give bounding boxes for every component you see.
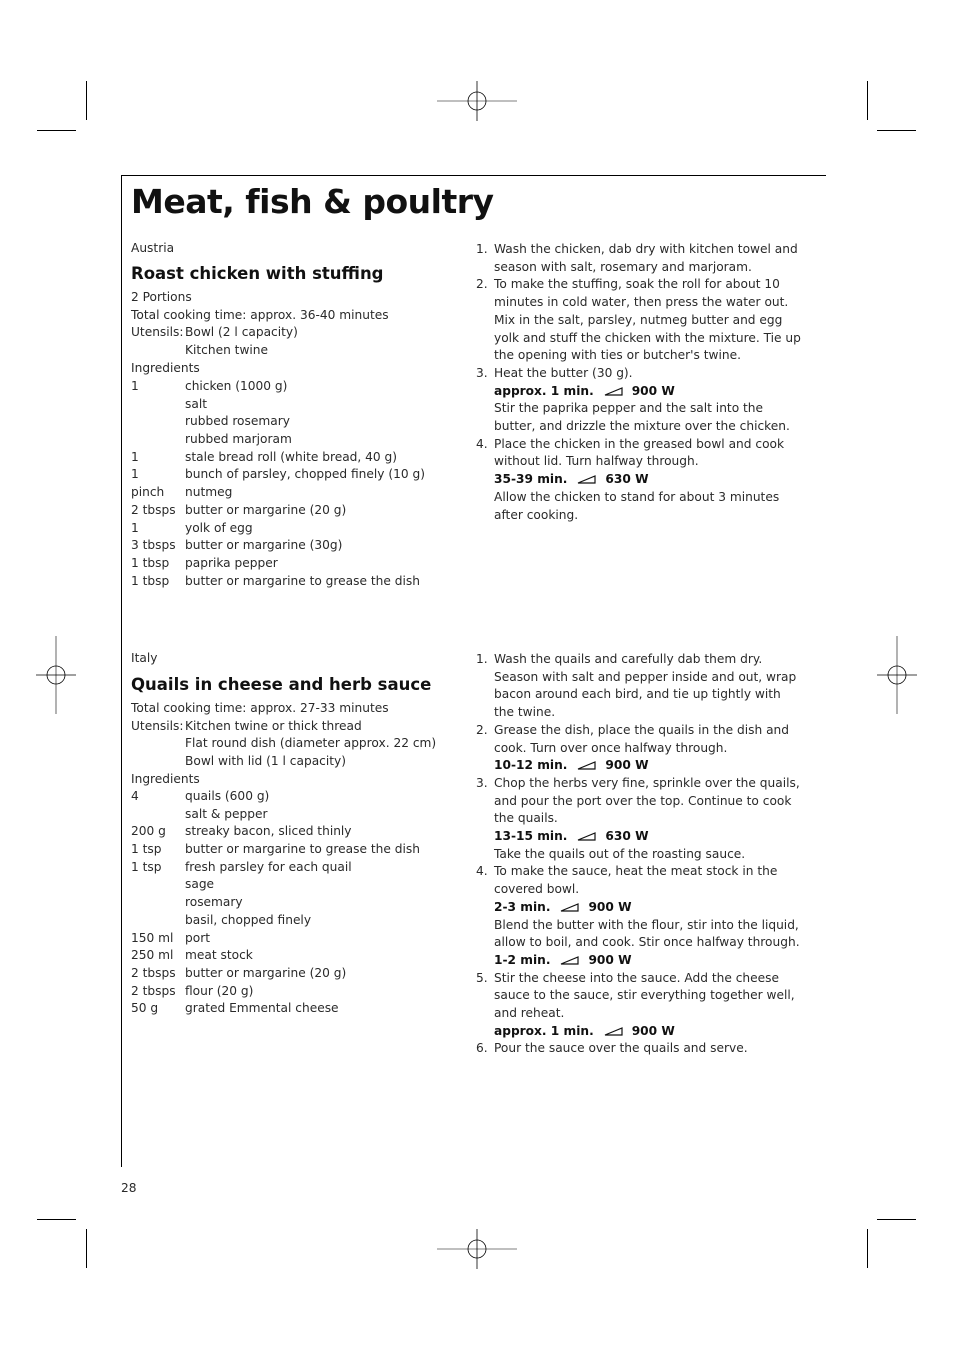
ingredient-qty: 1 tbsp [131, 555, 170, 570]
ingredient-qty [131, 413, 185, 431]
microwave-setting [494, 952, 801, 970]
power-level: 630 W [605, 472, 649, 487]
step-text: To make the sauce, heat the meat stock in the covered bowl. [494, 864, 778, 897]
ingredient-row [131, 396, 451, 414]
ingredient-row [131, 573, 451, 591]
ingredient-row [131, 806, 451, 824]
ingredient-item: flour (20 g) [185, 983, 254, 998]
ingredient-row [131, 788, 451, 806]
step [476, 722, 801, 775]
ingredient-row [131, 466, 451, 484]
recipe1-origin: Austria [131, 241, 175, 255]
ingredient-item: stale bread roll (white bread, 40 g) [185, 449, 398, 464]
step-number: 3. [476, 365, 488, 380]
step-followup-text: Stir the paprika pepper and the salt into the butter, and drizzle the mixture over the chicken. [494, 401, 790, 434]
power-level: 900 W [588, 952, 632, 967]
recipe1-ingredients-label: Ingredients [131, 360, 200, 375]
step-number: 4. [476, 864, 488, 879]
ingredient-qty: 2 tbsps [131, 502, 176, 517]
microwave-setting [494, 828, 801, 846]
ingredient-item: meat stock [185, 948, 253, 963]
ingredient-qty: pinch [131, 485, 165, 500]
step [476, 863, 801, 969]
ingredient-row [131, 823, 451, 841]
utensil-item: Bowl with lid (1 l capacity) [185, 754, 347, 769]
power-level: 900 W [605, 758, 649, 773]
ingredient-item: bunch of parsley, chopped finely (10 g) [185, 467, 425, 482]
step-text: Chop the herbs very fine, sprinkle over the quails, and pour the port over the top. Continue to cook the quails. [494, 775, 800, 826]
recipe2-utensil-row [131, 735, 451, 753]
power-level-icon [577, 761, 596, 770]
ingredient-item: rubbed marjoram [185, 432, 292, 447]
microwave-setting [494, 1023, 801, 1041]
ingredient-qty: 250 ml [131, 948, 174, 963]
ingredient-item: rubbed rosemary [185, 414, 290, 429]
utensil-item: Flat round dish (diameter approx. 22 cm) [185, 736, 437, 751]
step-number: 1. [476, 652, 488, 666]
recipe2-title: Quails in cheese and herb sauce [131, 675, 432, 694]
step [476, 436, 801, 525]
ingredient-row [131, 947, 451, 965]
step-number: 2. [476, 277, 488, 292]
registration-mark-top [437, 81, 517, 121]
recipe1-cooking-time: Total cooking time: approx. 36-40 minutes [131, 307, 389, 322]
ingredient-qty [131, 876, 185, 894]
recipe2-origin: Italy [131, 651, 158, 665]
ingredient-row [131, 1000, 451, 1018]
ingredient-item: fresh parsley for each quail [185, 859, 352, 874]
registration-mark-bottom [437, 1229, 517, 1269]
ingredient-qty: 1 [131, 379, 139, 393]
ingredient-item: rosemary [185, 895, 243, 910]
recipe1-ingredient-list [131, 378, 451, 590]
step-text: Stir the cheese into the sauce. Add the cheese sauce to the sauce, stir everything together well, and reheat. [494, 970, 795, 1021]
ingredient-qty [131, 912, 185, 930]
recipe2-ingredient-list [131, 788, 451, 1018]
step-number: 6. [476, 1041, 488, 1056]
ingredient-qty [131, 396, 185, 414]
ingredient-item: grated Emmental cheese [185, 1001, 339, 1016]
power-level: 900 W [631, 383, 675, 398]
recipe2-utensil-row [131, 753, 451, 771]
ingredient-item: basil, chopped finely [185, 912, 312, 927]
ingredient-qty: 2 tbsps [131, 983, 176, 998]
cook-time: approx. 1 min. [494, 383, 594, 398]
ingredient-item: streaky bacon, sliced thinly [185, 824, 352, 839]
ingredient-qty: 2 tbsps [131, 965, 176, 980]
recipe2-ingredients-label: Ingredients [131, 771, 200, 786]
cook-time: 10-12 min. [494, 758, 568, 773]
microwave-setting [494, 757, 801, 775]
ingredient-item: salt [185, 396, 207, 411]
ingredient-row [131, 502, 451, 520]
step-number: 4. [476, 436, 488, 451]
power-level: 630 W [605, 829, 649, 844]
recipe2-steps [476, 651, 801, 1058]
ingredient-qty: 1 [131, 449, 139, 464]
step [476, 775, 801, 864]
utensils-label: Utensils: [131, 325, 184, 340]
power-level-icon [577, 832, 596, 841]
ingredient-qty: 150 ml [131, 930, 174, 945]
recipe1-meta [131, 289, 451, 378]
ingredient-qty [131, 431, 185, 449]
step-number: 1. [476, 242, 488, 256]
page-title: Meat, fish & poultry [131, 182, 494, 221]
ingredient-qty: 200 g [131, 824, 166, 839]
ingredient-item: quails (600 g) [185, 789, 270, 803]
step-followup-text: Allow the chicken to stand for about 3 minutes after cooking. [494, 489, 780, 522]
ingredient-qty [131, 894, 185, 912]
step [476, 365, 801, 436]
microwave-setting [494, 383, 801, 401]
power-level-icon [560, 903, 579, 912]
step-followup-text: Take the quails out of the roasting sauce. [494, 846, 746, 861]
recipe2-utensil-row [131, 718, 451, 736]
utensil-item: Bowl (2 l capacity) [185, 325, 298, 340]
step-followup-text: Blend the butter with the flour, stir into the liquid, allow to boil, and cook. Stir once halfway through. [494, 917, 800, 950]
ingredient-row [131, 449, 451, 467]
ingredient-qty [131, 806, 185, 824]
ingredient-qty: 1 [131, 467, 139, 482]
step-text: Pour the sauce over the quails and serve. [494, 1041, 748, 1056]
ingredient-row [131, 912, 451, 930]
ingredient-item: butter or margarine to grease the dish [185, 842, 420, 857]
power-level-icon [604, 387, 623, 396]
ingredient-row [131, 520, 451, 538]
ingredient-row [131, 431, 451, 449]
step [476, 651, 801, 722]
power-level-icon [577, 475, 596, 484]
ingredient-item: butter or margarine (20 g) [185, 965, 347, 980]
power-level: 900 W [588, 899, 632, 914]
microwave-setting [494, 899, 801, 917]
power-level: 900 W [631, 1023, 675, 1038]
recipe1-steps [476, 241, 801, 524]
ingredient-item: nutmeg [185, 485, 233, 500]
ingredient-item: paprika pepper [185, 555, 278, 570]
utensils-label: Utensils: [131, 718, 184, 733]
step [476, 970, 801, 1041]
cook-time: 1-2 min. [494, 952, 551, 967]
cook-time: 2-3 min. [494, 899, 551, 914]
utensil-item: Kitchen twine or thick thread [185, 718, 362, 733]
step-number: 2. [476, 722, 488, 737]
step-text: Place the chicken in the greased bowl and cook without lid. Turn halfway through. [494, 436, 785, 469]
step [476, 276, 801, 365]
ingredient-row [131, 859, 451, 877]
ingredient-row [131, 378, 451, 396]
step-number: 5. [476, 970, 488, 985]
registration-mark-left [36, 636, 76, 714]
ingredient-item: salt & pepper [185, 806, 268, 821]
ingredient-item: yolk of egg [185, 520, 253, 535]
ingredient-item: port [185, 930, 210, 945]
ingredient-item: chicken (1000 g) [185, 379, 288, 393]
ingredient-qty: 1 [131, 520, 139, 535]
recipe1-utensil-row [131, 342, 451, 360]
cook-time: 13-15 min. [494, 829, 568, 844]
power-level-icon [604, 1027, 623, 1036]
ingredient-qty: 1 tsp [131, 859, 162, 874]
recipe1-utensil-row [131, 324, 451, 342]
ingredient-item: butter or margarine (20 g) [185, 502, 347, 517]
ingredient-row [131, 983, 451, 1001]
ingredient-row [131, 930, 451, 948]
step [476, 241, 801, 276]
recipe2-meta [131, 700, 451, 789]
ingredient-row [131, 894, 451, 912]
registration-mark-right [877, 636, 917, 714]
step-text: Wash the quails and carefully dab them dry. Season with salt and pepper inside and out, wrap bacon around each bird, and tie up tightly with the twine. [494, 652, 797, 720]
ingredient-qty: 50 g [131, 1001, 159, 1016]
ingredient-item: sage [185, 877, 215, 892]
page-number: 28 [121, 1181, 137, 1195]
recipe1-title: Roast chicken with stuffing [131, 264, 384, 283]
step [476, 1040, 801, 1058]
utensil-item: Kitchen twine [185, 343, 269, 358]
ingredient-qty: 1 tbsp [131, 573, 170, 588]
ingredient-row [131, 841, 451, 859]
step-text: Wash the chicken, dab dry with kitchen towel and season with salt, rosemary and marjoram. [494, 242, 798, 274]
cook-time: 35-39 min. [494, 472, 568, 487]
cook-time: approx. 1 min. [494, 1023, 594, 1038]
ingredient-row [131, 876, 451, 894]
step-text: Heat the butter (30 g). [494, 365, 633, 380]
ingredient-item: butter or margarine to grease the dish [185, 573, 420, 588]
recipe2-cooking-time: Total cooking time: approx. 27-33 minutes [131, 701, 389, 715]
step-number: 3. [476, 775, 488, 790]
ingredient-qty: 4 [131, 789, 139, 803]
ingredient-row [131, 413, 451, 431]
frame-left-rule [121, 175, 122, 1167]
ingredient-qty: 3 tbsps [131, 538, 176, 553]
recipe1-portions: 2 Portions [131, 290, 192, 304]
step-text: Grease the dish, place the quails in the dish and cook. Turn over once halfway through. [494, 722, 790, 755]
ingredient-row [131, 537, 451, 555]
ingredient-row [131, 555, 451, 573]
ingredient-item: butter or margarine (30g) [185, 538, 343, 553]
ingredient-row [131, 484, 451, 502]
step-text: To make the stuffing, soak the roll for about 10 minutes in cold water, then press the water out. Mix in the salt, parsley, nutmeg butter and egg yolk and stuff the chicken with the mixture. Tie up the opening with ties or butcher's twine. [494, 277, 801, 363]
ingredient-row [131, 965, 451, 983]
power-level-icon [560, 956, 579, 965]
frame-top-rule [121, 175, 826, 176]
microwave-setting [494, 471, 801, 489]
ingredient-qty: 1 tsp [131, 842, 162, 857]
